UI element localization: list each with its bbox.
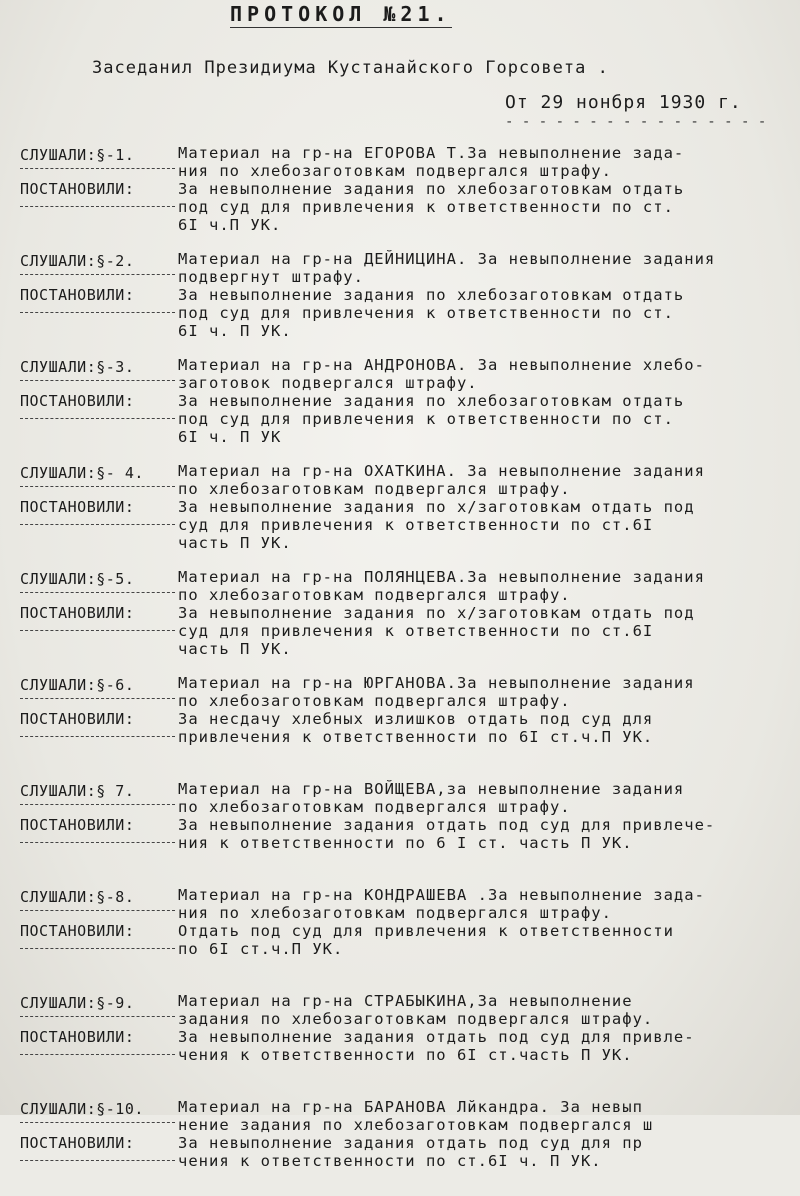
protocol-entry	[0, 984, 800, 1090]
text-line: За невыполнение задания по хлебозаготовкам отдать	[178, 392, 685, 410]
decided-label: ПОСТАНОВИЛИ:	[20, 1134, 135, 1152]
dash-separator	[20, 486, 175, 487]
text-line: 6I ч.П УК.	[178, 216, 282, 234]
decided-label: ПОСТАНОВИЛИ:	[20, 1028, 135, 1046]
text-line: Материал на гр-на АНДРОНОВА. За невыполнение хлебо-	[178, 356, 705, 374]
text-line: 6I ч. П УК	[178, 428, 282, 446]
heard-text	[178, 462, 790, 498]
decided-text	[178, 816, 790, 852]
heard-label: СЛУШАЛИ:§-9.	[20, 994, 135, 1012]
heard-label: СЛУШАЛИ:§-3.	[20, 358, 135, 376]
text-line: задания по хлебозаготовкам подвергался штрафу.	[178, 1010, 654, 1028]
title-underline	[230, 27, 452, 28]
text-line: подвергнут штрафу.	[178, 268, 364, 286]
decided-text	[178, 498, 790, 552]
decided-label: ПОСТАНОВИЛИ:	[20, 286, 135, 304]
heard-label: СЛУШАЛИ:§-1.	[20, 146, 135, 164]
text-line: За невыполнение задания по х/заготовкам отдать под	[178, 498, 695, 516]
decided-label: ПОСТАНОВИЛИ:	[20, 816, 135, 834]
dash-separator	[20, 168, 175, 169]
session-subtitle: Заседанил Президиума Кустанайского Горсовета .	[92, 58, 609, 78]
dash-separator	[20, 736, 175, 737]
decided-label: ПОСТАНОВИЛИ:	[20, 922, 135, 940]
text-line: под суд для привлечения к ответственности по ст.	[178, 198, 674, 216]
decided-label: ПОСТАНОВИЛИ:	[20, 498, 135, 516]
decided-label: ПОСТАНОВИЛИ:	[20, 604, 135, 622]
text-line: Материал на гр-на БАРАНОВА Лйкандра. За невып	[178, 1098, 643, 1116]
text-line: За невыполнение задания по х/заготовкам отдать под	[178, 604, 695, 622]
heard-text	[178, 144, 790, 180]
text-line: Материал на гр-на ЕГОРОВА Т.За невыполнение зада-	[178, 144, 685, 162]
decided-text	[178, 392, 790, 446]
dash-separator	[20, 842, 175, 843]
text-line: Отдать под суд для привлечения к ответственности	[178, 922, 674, 940]
protocol-date: От 29 нонбря 1930 г.	[505, 92, 742, 113]
text-line: привлечения к ответственности по 6I ст.ч.П УК.	[178, 728, 654, 746]
dash-separator	[20, 206, 175, 207]
text-line: под суд для привлечения к ответственности по ст.	[178, 410, 674, 428]
text-line: Материал на гр-на ДЕЙНИЦИНА. За невыполнение задания	[178, 250, 716, 268]
protocol-title	[230, 2, 452, 26]
heard-text	[178, 992, 790, 1028]
protocol-entry	[0, 1090, 800, 1196]
text-line: Материал на гр-на ПОЛЯНЦЕВА.За невыполнение задания	[178, 568, 705, 586]
dash-separator	[20, 948, 175, 949]
text-line: суд для привлечения к ответственности по ст.6I	[178, 516, 654, 534]
protocol-entry	[0, 348, 800, 454]
text-line: За несдачу хлебных излишков отдать под суд для	[178, 710, 654, 728]
decided-text	[178, 180, 790, 234]
text-line: чения к ответственности по 6I ст.часть П УК.	[178, 1046, 633, 1064]
dash-separator	[20, 380, 175, 381]
dash-separator	[20, 1054, 175, 1055]
protocol-entry	[0, 878, 800, 984]
protocol-title-text: ПРОТОКОЛ №21.	[230, 2, 452, 26]
heard-text	[178, 780, 790, 816]
dash-separator	[20, 698, 175, 699]
dash-separator	[20, 1160, 175, 1161]
text-line: заготовок подвергался штрафу.	[178, 374, 478, 392]
protocol-entry	[0, 136, 800, 242]
decided-text	[178, 1134, 790, 1170]
text-line: ния по хлебозаготовкам подвергался штрафу.	[178, 904, 612, 922]
text-line: по хлебозаготовкам подвергался штрафу.	[178, 586, 571, 604]
heard-text	[178, 568, 790, 604]
decided-text	[178, 710, 790, 746]
dash-separator	[20, 910, 175, 911]
dash-separator	[20, 274, 175, 275]
heard-label: СЛУШАЛИ:§- 4.	[20, 464, 144, 482]
text-line: по 6I ст.ч.П УК.	[178, 940, 344, 958]
text-line: нение задания по хлебозаготовкам подвергался ш	[178, 1116, 654, 1134]
decided-text	[178, 604, 790, 658]
text-line: За невыполнение задания по хлебозаготовкам отдать	[178, 180, 685, 198]
decided-text	[178, 922, 790, 958]
heard-label: СЛУШАЛИ:§ 7.	[20, 782, 135, 800]
heard-text	[178, 356, 790, 392]
decided-text	[178, 286, 790, 340]
text-line: чения к ответственности по ст.6I ч. П УК.	[178, 1152, 602, 1170]
dash-separator	[20, 418, 175, 419]
heard-label: СЛУШАЛИ:§-10.	[20, 1100, 144, 1118]
text-line: За невыполнение задания отдать под суд для привле-	[178, 1028, 695, 1046]
dash-separator	[20, 524, 175, 525]
text-line: За невыполнение задания отдать под суд для пр	[178, 1134, 643, 1152]
decided-text	[178, 1028, 790, 1064]
dash-separator	[20, 1122, 175, 1123]
text-line: Материал на гр-на ВОЙЩЕВА,за невыполнение задания	[178, 780, 685, 798]
dash-separator	[20, 630, 175, 631]
text-line: ния по хлебозаготовкам подвергался штрафу.	[178, 162, 612, 180]
dash-separator	[20, 804, 175, 805]
decided-label: ПОСТАНОВИЛИ:	[20, 180, 135, 198]
decided-label: ПОСТАНОВИЛИ:	[20, 710, 135, 728]
date-dash-line: - - - - - - - - - - - - - - - -	[505, 114, 767, 130]
protocol-entry	[0, 666, 800, 772]
text-line: по хлебозаготовкам подвергался штрафу.	[178, 798, 571, 816]
heard-text	[178, 1098, 790, 1134]
heard-label: СЛУШАЛИ:§-6.	[20, 676, 135, 694]
heard-text	[178, 674, 790, 710]
protocol-entries	[0, 136, 800, 1196]
dash-separator	[20, 312, 175, 313]
heard-label: СЛУШАЛИ:§-5.	[20, 570, 135, 588]
heard-text	[178, 886, 790, 922]
protocol-entry	[0, 772, 800, 878]
text-line: ния к ответственности по 6 I ст. часть П УК.	[178, 834, 633, 852]
protocol-entry	[0, 560, 800, 666]
text-line: 6I ч. П УК.	[178, 322, 292, 340]
text-line: Материал на гр-на КОНДРАШЕВА .За невыполнение зада-	[178, 886, 705, 904]
text-line: по хлебозаготовкам подвергался штрафу.	[178, 480, 571, 498]
text-line: За невыполнение задания отдать под суд для привлече-	[178, 816, 716, 834]
heard-text	[178, 250, 790, 286]
protocol-entry	[0, 242, 800, 348]
heard-label: СЛУШАЛИ:§-8.	[20, 888, 135, 906]
text-line: часть П УК.	[178, 534, 292, 552]
text-line: по хлебозаготовкам подвергался штрафу.	[178, 692, 571, 710]
text-line: суд для привлечения к ответственности по ст.6I	[178, 622, 654, 640]
dash-separator	[20, 1016, 175, 1017]
text-line: Материал на гр-на СТРАБЫКИНА,За невыполнение	[178, 992, 633, 1010]
heard-label: СЛУШАЛИ:§-2.	[20, 252, 135, 270]
text-line: под суд для привлечения к ответственности по ст.	[178, 304, 674, 322]
text-line: Материал на гр-на ОХАТКИНА. За невыполнение задания	[178, 462, 705, 480]
decided-label: ПОСТАНОВИЛИ:	[20, 392, 135, 410]
protocol-entry	[0, 454, 800, 560]
text-line: Материал на гр-на ЮРГАНОВА.За невыполнение задания	[178, 674, 695, 692]
text-line: часть П УК.	[178, 640, 292, 658]
text-line: За невыполнение задания по хлебозаготовкам отдать	[178, 286, 685, 304]
dash-separator	[20, 592, 175, 593]
